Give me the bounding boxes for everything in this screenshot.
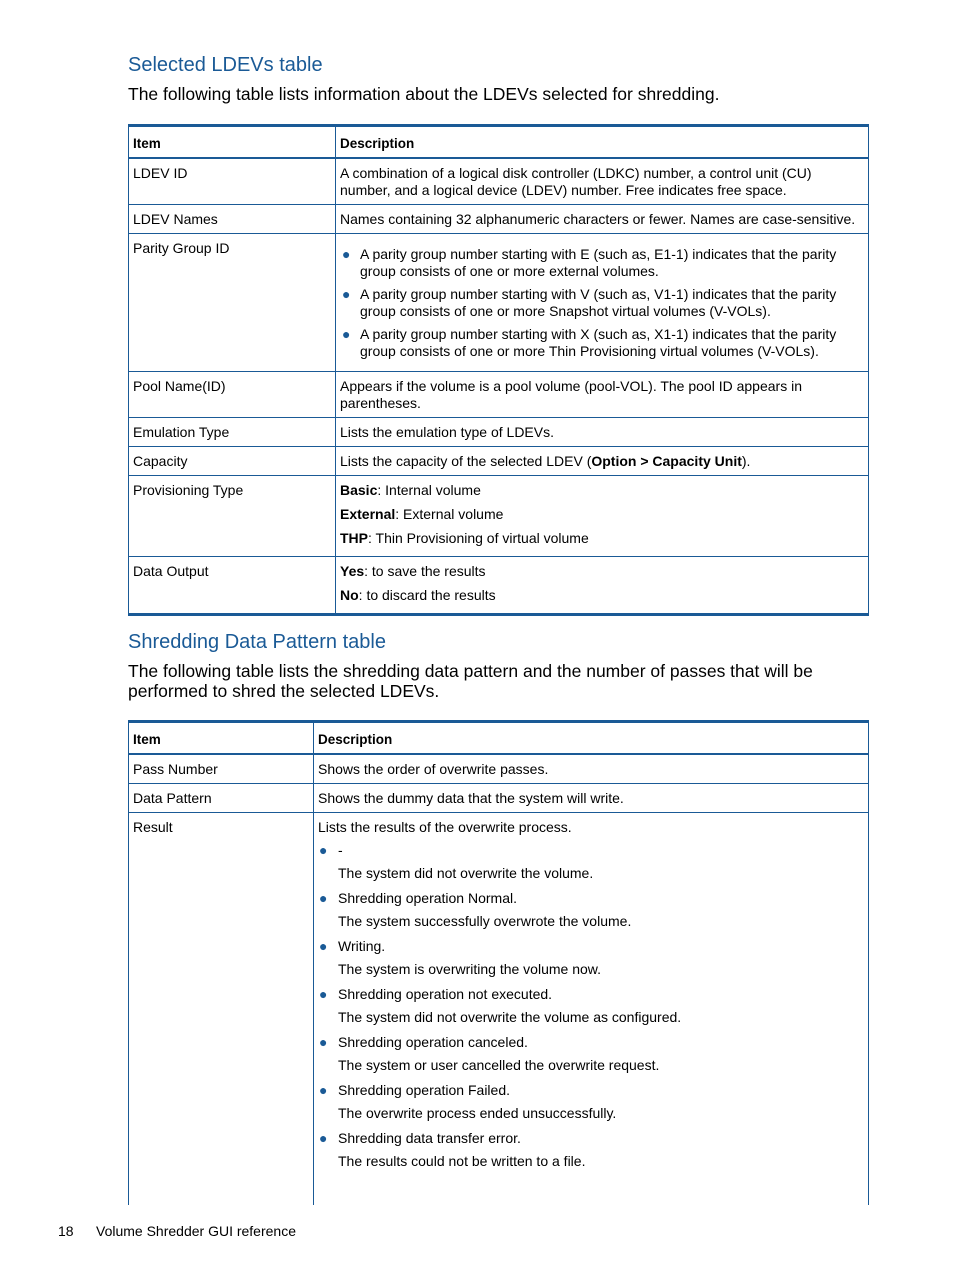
column-header-description: Description	[314, 722, 869, 755]
column-header-description: Description	[336, 126, 869, 159]
result-intro: Lists the results of the overwrite process.	[318, 819, 572, 835]
list-item	[318, 1034, 864, 1074]
list-item-text: A parity group number starting with E (such as, E1-1) indicates that the parity group consists of one or more external volumes.	[360, 246, 837, 279]
row-description	[336, 557, 869, 615]
definition-line	[340, 506, 864, 523]
table-row	[129, 158, 869, 205]
list-item	[318, 842, 864, 882]
result-description: The overwrite process ended unsuccessfully.	[338, 1105, 617, 1121]
list-item	[340, 326, 864, 360]
shredding-data-pattern-table	[128, 720, 869, 1205]
section-intro-shredding-data-pattern: The following table lists the shredding data pattern and the number of passes that will be performed to shred the selected LDEVs.	[128, 661, 813, 701]
row-item: Data Output	[129, 557, 336, 615]
capacity-menu-path: Option > Capacity Unit	[591, 453, 742, 469]
row-description: Names containing 32 alphanumeric characters or fewer. Names are case-sensitive.	[336, 205, 869, 234]
capacity-text-post: ).	[741, 453, 751, 469]
bullet-icon: ●	[319, 1082, 328, 1098]
row-description	[336, 234, 869, 372]
definition-term: No	[340, 587, 359, 603]
bullet-icon: ●	[319, 890, 328, 906]
bullet-icon: ●	[319, 842, 328, 858]
bullet-list	[340, 246, 864, 360]
list-item-text: A parity group number starting with X (such as, X1-1) indicates that the parity group consists of one or more Thin Provisioning virtual volumes (V-VOLs).	[360, 326, 837, 359]
page-number: 18	[58, 1223, 74, 1239]
result-list	[318, 842, 864, 1170]
row-item: Provisioning Type	[129, 476, 336, 557]
definition-line	[340, 482, 864, 499]
table-row	[129, 476, 869, 557]
list-item	[340, 246, 864, 280]
column-header-item: Item	[129, 126, 336, 159]
result-label: Shredding operation canceled.	[338, 1034, 528, 1050]
table-row	[129, 418, 869, 447]
list-item	[318, 938, 864, 978]
list-item	[340, 286, 864, 320]
bullet-icon: ●	[319, 986, 328, 1002]
table-row	[129, 205, 869, 234]
definition-text: : Internal volume	[377, 482, 481, 498]
definition-text: : Thin Provisioning of virtual volume	[368, 530, 589, 546]
result-label: -	[338, 842, 343, 858]
row-description	[336, 447, 869, 476]
page-footer	[58, 1223, 296, 1239]
definition-text: : External volume	[395, 506, 504, 522]
row-description: Shows the order of overwrite passes.	[314, 754, 869, 784]
row-item: LDEV ID	[129, 158, 336, 205]
bullet-icon: ●	[319, 1034, 328, 1050]
result-description: The system successfully overwrote the volume.	[338, 913, 632, 929]
bullet-icon: ●	[319, 1130, 328, 1146]
list-item-text: A parity group number starting with V (such as, V1-1) indicates that the parity group consists of one or more Snapshot virtual volumes (V-VOLs).	[360, 286, 837, 319]
bullet-icon: ●	[342, 326, 351, 342]
list-item	[318, 890, 864, 930]
row-item: Result	[129, 813, 314, 1205]
row-item: Parity Group ID	[129, 234, 336, 372]
list-item	[318, 1082, 864, 1122]
row-description: Shows the dummy data that the system will write.	[314, 784, 869, 813]
definition-term: Yes	[340, 563, 365, 579]
row-item: LDEV Names	[129, 205, 336, 234]
table-row	[129, 557, 869, 615]
result-description: The system or user cancelled the overwrite request.	[338, 1057, 660, 1073]
section-heading-shredding-data-pattern: Shredding Data Pattern table	[128, 631, 386, 653]
result-label: Shredding data transfer error.	[338, 1130, 521, 1146]
section-heading-selected-ldevs: Selected LDEVs table	[128, 54, 323, 76]
definition-term: Basic	[340, 482, 378, 498]
row-item: Data Pattern	[129, 784, 314, 813]
result-description: The system is overwriting the volume now.	[338, 961, 601, 977]
definition-text: : to save the results	[364, 563, 486, 579]
list-item	[318, 986, 864, 1026]
result-description: The system did not overwrite the volume.	[338, 865, 594, 881]
bullet-icon: ●	[319, 938, 328, 954]
table-row	[129, 754, 869, 784]
row-item: Capacity	[129, 447, 336, 476]
bullet-icon: ●	[342, 246, 351, 262]
result-label: Shredding operation not executed.	[338, 986, 553, 1002]
row-description	[314, 813, 869, 1205]
definition-term: THP	[340, 530, 368, 546]
definition-term: External	[340, 506, 396, 522]
result-label: Writing.	[338, 938, 386, 954]
table-row	[129, 234, 869, 372]
definition-line	[340, 563, 864, 580]
table-row	[129, 447, 869, 476]
table-row	[129, 813, 869, 1205]
row-description: A combination of a logical disk controller (LDKC) number, a control unit (CU) number, and a logical device (LDEV) number. Free indicates free space.	[336, 158, 869, 205]
footer-title: Volume Shredder GUI reference	[96, 1223, 296, 1239]
table-row	[129, 784, 869, 813]
table-row	[129, 372, 869, 418]
column-header-item: Item	[129, 722, 314, 755]
table-header-row	[129, 126, 869, 159]
section-intro-selected-ldevs: The following table lists information about the LDEVs selected for shredding.	[128, 84, 720, 104]
row-item: Emulation Type	[129, 418, 336, 447]
result-label: Shredding operation Normal.	[338, 890, 517, 906]
row-item: Pool Name(ID)	[129, 372, 336, 418]
selected-ldevs-table	[128, 124, 869, 616]
definition-line	[340, 530, 864, 547]
row-description: Appears if the volume is a pool volume (pool-VOL). The pool ID appears in parentheses.	[336, 372, 869, 418]
definition-text: : to discard the results	[358, 587, 496, 603]
row-description	[336, 476, 869, 557]
capacity-text-pre: Lists the capacity of the selected LDEV (	[340, 453, 592, 469]
result-description: The system did not overwrite the volume as configured.	[338, 1009, 682, 1025]
bullet-icon: ●	[342, 286, 351, 302]
result-description: The results could not be written to a file.	[338, 1153, 586, 1169]
row-item: Pass Number	[129, 754, 314, 784]
row-description: Lists the emulation type of LDEVs.	[336, 418, 869, 447]
result-label: Shredding operation Failed.	[338, 1082, 511, 1098]
definition-line	[340, 587, 864, 604]
table-header-row	[129, 722, 869, 755]
list-item	[318, 1130, 864, 1170]
